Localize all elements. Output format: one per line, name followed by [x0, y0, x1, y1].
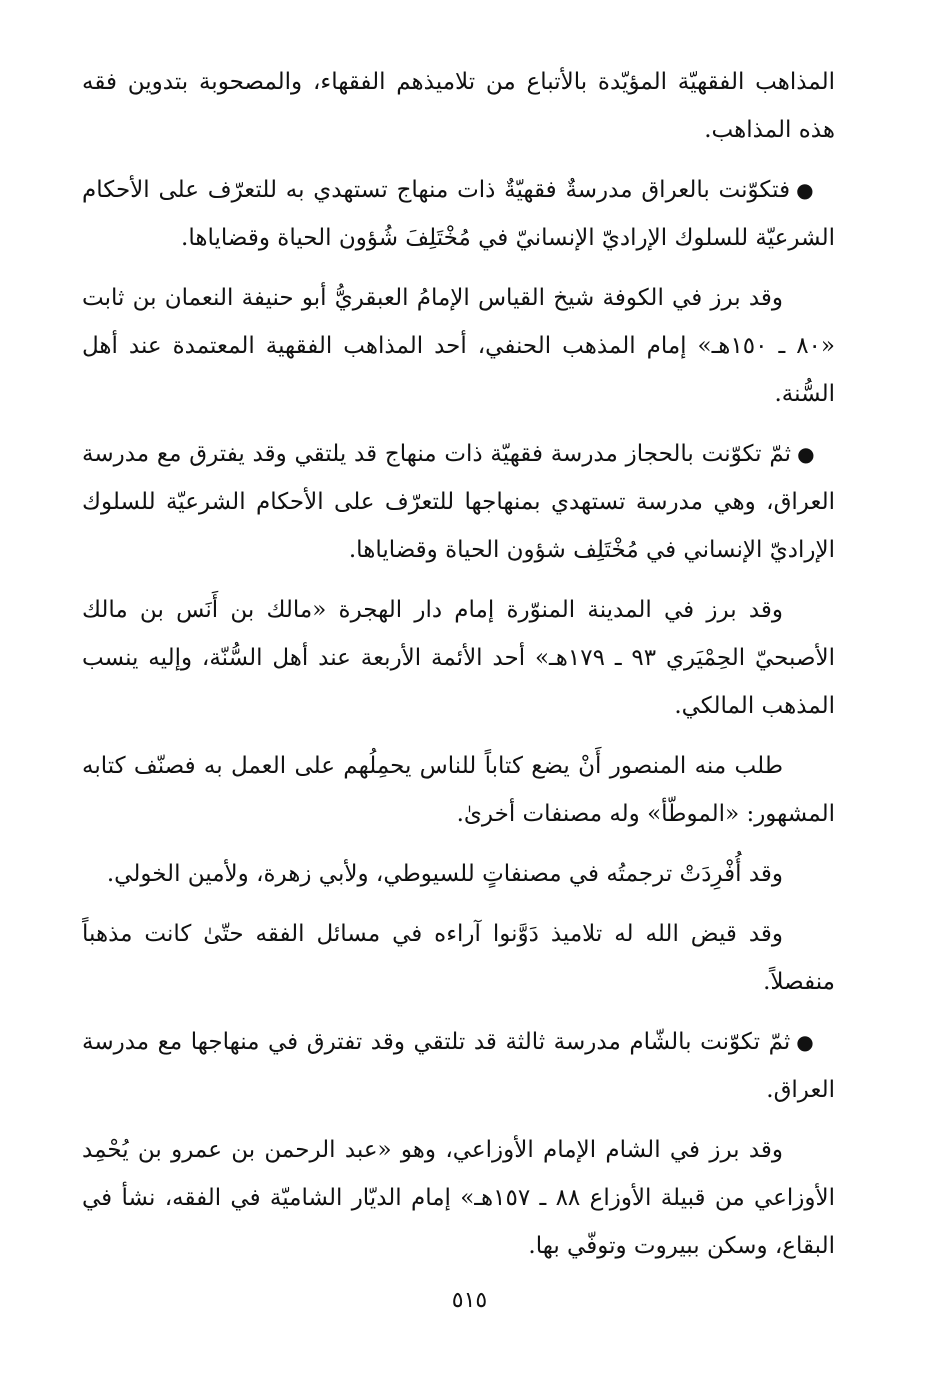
- paragraph-text: ثمّ تكوّنت بالحجاز مدرسة فقهيّة ذات منهاج قد يلتقي وقد يفترق مع مدرسة العراق، وهي مدرسة تستهدي بمنهاجها للتعرّف على الأحكام الشرعيّة للسلوك الإراديّ الإنساني في مُخْتَلِف شؤون الحياة وقضاياها.: [82, 441, 835, 563]
- paragraph-text: وقد قيض الله له تلاميذ دَوَّنوا آراءه في مسائل الفقه حتّىٰ كانت مذهباً منفصلاً.: [82, 921, 835, 995]
- bullet-icon: ●: [797, 442, 816, 466]
- paragraph-9: [82, 1018, 835, 1114]
- paragraph-text: وقد برز في الكوفة شيخ القياس الإمامُ العبقريُّ أبو حنيفة النعمان بن ثابت «٨٠ ـ ١٥٠هـ» إمام المذهب الحنفي، أحد المذاهب الفقهية المعتمدة عند أهل السُّنة.: [82, 285, 835, 407]
- paragraph-text: فتكوّنت بالعراق مدرسةٌ فقهيّةٌ ذات منهاج تستهدي به للتعرّف على الأحكام الشرعيّة للسلوك الإراديّ الإنسانيّ في مُخْتَلِفَ شُؤون الحياة وقضاياها.: [82, 177, 835, 251]
- paragraph-8: [82, 910, 835, 1006]
- paragraph-7: [82, 850, 835, 898]
- paragraph-2: [82, 166, 835, 262]
- paragraph-1: [82, 58, 835, 154]
- paragraph-text: المذاهب الفقهيّة المؤيّدة بالأتباع من تلاميذهم الفقهاء، والمصحوبة بتدوين فقه هذه المذاهب.: [82, 69, 835, 143]
- paragraph-text: وقد برز في المدينة المنوّرة إمام دار الهجرة «مالك بن أَنَس بن مالك الأصبحيّ الحِمْيَري ٩٣ ـ ١٧٩هـ» أحد الأئمة الأربعة عند أهل السُّنّة، وإليه ينسب المذهب المالكي.: [82, 597, 835, 719]
- bullet-icon: ●: [796, 1030, 815, 1054]
- paragraph-6: [82, 742, 835, 838]
- paragraph-4: [82, 430, 835, 574]
- paragraph-10: [82, 1126, 835, 1270]
- paragraph-text: وقد برز في الشام الإمام الأوزاعي، وهو «عبد الرحمن بن عمرو بن يُحْمِد الأوزاعي من قبيلة الأوزاع ٨٨ ـ ١٥٧هـ» إمام الديّار الشاميّة في الفقه، نشأ في البقاع، وسكن ببيروت وتوفّي بها.: [82, 1137, 835, 1259]
- paragraph-text: ثمّ تكوّنت بالشّام مدرسة ثالثة قد تلتقي وقد تفترق في منهاجها مع مدرسة العراق.: [82, 1029, 835, 1103]
- paragraph-text: وقد أُفْرِدَتْ ترجمتُه في مصنفاتٍ للسيوطي، ولأبي زهرة، ولأمين الخولي.: [106, 861, 783, 887]
- bullet-icon: ●: [796, 178, 815, 202]
- page-number: ٥١٥: [451, 1288, 488, 1313]
- paragraph-text: طلب منه المنصور أَنْ يضع كتاباً للناس يحمِلُهم على العمل به فصنّف كتابه المشهور: «الموطّأ» وله مصنفات أخرىٰ.: [82, 753, 835, 827]
- body-text: [82, 58, 835, 1282]
- paragraph-3: [82, 274, 835, 418]
- paragraph-5: [82, 586, 835, 730]
